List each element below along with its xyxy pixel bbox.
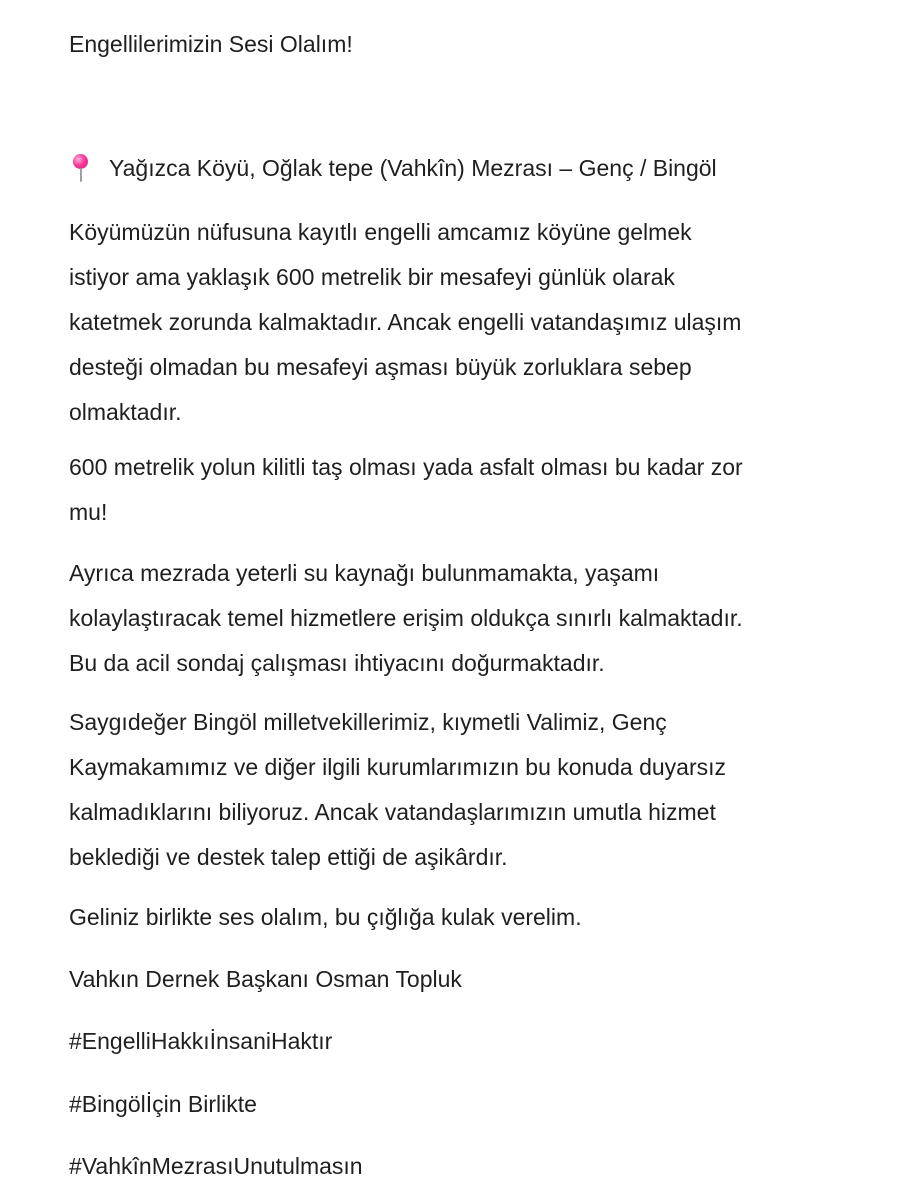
document-title: Engellilerimizin Sesi Olalım!: [69, 31, 353, 57]
paragraph-line: kolaylaştıracak temel hizmetlere erişim oldukça sınırlı kalmaktadır.: [69, 605, 743, 631]
paragraph-line: katetmek zorunda kalmaktadır. Ancak engelli vatandaşımız ulaşım: [69, 309, 742, 335]
hashtag: #VahkînMezrasıUnutulmasın: [69, 1153, 363, 1179]
paragraph-line: kalmadıklarını biliyoruz. Ancak vatandaşlarımızın umutla hizmet: [69, 799, 716, 825]
round-pushpin-icon: [69, 153, 91, 183]
hashtag: #Bingölİçin Birlikte: [69, 1091, 257, 1117]
paragraph-line: beklediği ve destek talep ettiği de aşikârdır.: [69, 844, 508, 870]
paragraph-line: olmaktadır.: [69, 399, 182, 425]
paragraph-line: Ayrıca mezrada yeterli su kaynağı bulunmamakta, yaşamı: [69, 560, 660, 586]
paragraph-line: desteği olmadan bu mesafeyi aşması büyük zorluklara sebep: [69, 354, 692, 380]
paragraph-1: [69, 210, 869, 435]
paragraph-line: Saygıdeğer Bingöl milletvekillerimiz, kıymetli Valimiz, Genç: [69, 709, 667, 735]
paragraph-4: [69, 700, 869, 880]
paragraph-line: Kaymakamımız ve diğer ilgili kurumlarımızın bu konuda duyarsız: [69, 754, 727, 780]
paragraph-line: istiyor ama yaklaşık 600 metrelik bir mesafeyi günlük olarak: [69, 264, 675, 290]
hashtag: #EngelliHakkıİnsaniHaktır: [69, 1028, 333, 1054]
paragraph-3: [69, 551, 869, 686]
paragraph-line: 600 metrelik yolun kilitli taş olması yada asfalt olması bu kadar zor: [69, 454, 743, 480]
closing-line: Geliniz birlikte ses olalım, bu çığlığa kulak verelim.: [69, 904, 582, 930]
paragraph-line: mu!: [69, 499, 108, 525]
location-line: [69, 153, 717, 183]
paragraph-line: Bu da acil sondaj çalışması ihtiyacını doğurmaktadır.: [69, 650, 605, 676]
paragraph-2: [69, 445, 869, 535]
signature: Vahkın Dernek Başkanı Osman Topluk: [69, 966, 462, 992]
paragraph-line: Köyümüzün nüfusuna kayıtlı engelli amcamız köyüne gelmek: [69, 219, 692, 245]
location-text: Yağızca Köyü, Oğlak tepe (Vahkîn) Mezrası – Genç / Bingöl: [109, 155, 717, 181]
